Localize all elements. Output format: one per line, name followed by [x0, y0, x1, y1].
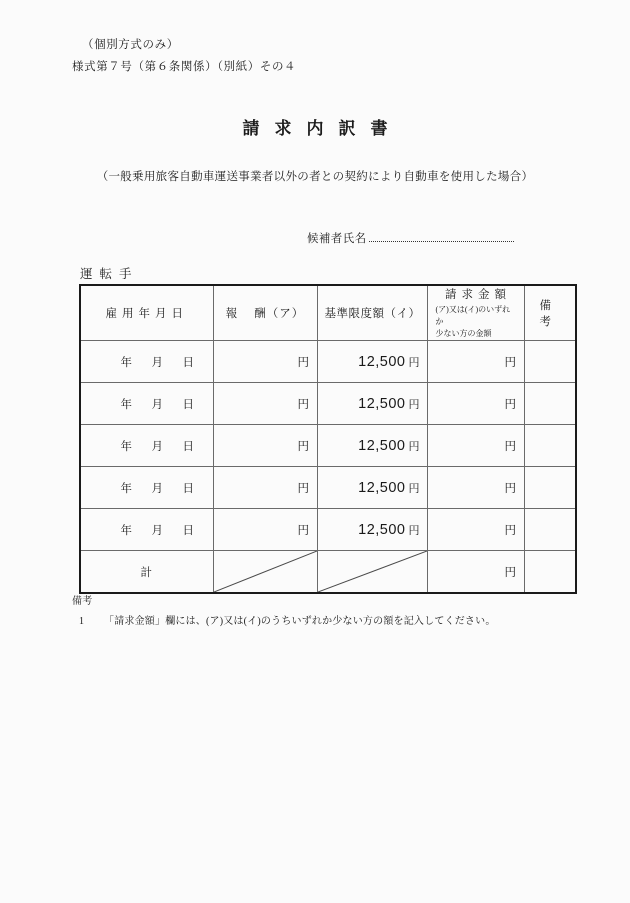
cell-pay-amount[interactable]: 円: [213, 425, 317, 467]
header-label-note: 備考: [539, 300, 560, 328]
limit-amount-value: 12,500: [358, 479, 406, 496]
table-row: [80, 467, 576, 509]
cell-claim-amount[interactable]: 円: [427, 341, 524, 383]
notes-heading: 備考: [72, 596, 93, 607]
claim-breakdown-table: [79, 284, 577, 594]
cell-total-label: 計: [80, 551, 213, 594]
table-row: [80, 341, 576, 383]
date-year: 年: [120, 398, 133, 411]
date-day: 日: [182, 398, 195, 411]
candidate-name-label: 候補者氏名: [307, 233, 367, 245]
claim-breakdown-table-wrap: [79, 284, 575, 594]
limit-amount-unit: 円: [408, 356, 420, 369]
date-month: 月: [151, 356, 164, 369]
cell-pay-amount[interactable]: 円: [213, 383, 317, 425]
header-label-limit: 基準限度額（イ）: [324, 308, 421, 320]
candidate-name-input[interactable]: [369, 230, 514, 242]
cell-claim-amount[interactable]: 円: [427, 467, 524, 509]
header-cell-limit: [317, 285, 427, 341]
table-total-row: [80, 551, 576, 594]
cell-pay-amount[interactable]: 円: [213, 341, 317, 383]
cell-employment-date[interactable]: [80, 383, 213, 425]
header-label-date: 雇用年月日: [105, 308, 188, 320]
cell-employment-date[interactable]: [80, 467, 213, 509]
cell-limit-amount: [317, 383, 427, 425]
note-number: 1: [79, 616, 85, 627]
cell-pay-amount[interactable]: 円: [213, 467, 317, 509]
limit-amount-unit: 円: [408, 524, 420, 537]
header-label-claim: 請求金額: [445, 289, 511, 301]
date-day: 日: [182, 356, 195, 369]
date-day: 日: [182, 482, 195, 495]
cell-total-limit-struck: [317, 551, 427, 594]
date-month: 月: [151, 398, 164, 411]
limit-amount-value: 12,500: [358, 353, 406, 370]
table-row: [80, 425, 576, 467]
limit-amount-value: 12,500: [358, 521, 406, 538]
cell-claim-amount[interactable]: 円: [427, 425, 524, 467]
header-label-pay: 報 酬（ア）: [225, 308, 305, 320]
form-number: 様式第７号（第６条関係）（別紙）その４: [72, 61, 297, 73]
form-meta-line-1: （個別方式のみ）: [82, 39, 179, 51]
limit-amount-value: 12,500: [358, 395, 406, 412]
cell-limit-amount: [317, 425, 427, 467]
cell-total-claim[interactable]: 円: [427, 551, 524, 594]
date-month: 月: [151, 482, 164, 495]
header-cell-claim: [427, 285, 524, 341]
diagonal-strike-icon: [214, 551, 317, 592]
date-month: 月: [151, 440, 164, 453]
cell-remarks[interactable]: [524, 467, 576, 509]
cell-claim-amount[interactable]: 円: [427, 383, 524, 425]
cell-claim-amount[interactable]: 円: [427, 509, 524, 551]
table-row: [80, 383, 576, 425]
date-day: 日: [182, 524, 195, 537]
diagonal-strike-icon: [318, 551, 427, 592]
date-year: 年: [120, 524, 133, 537]
cell-employment-date[interactable]: [80, 509, 213, 551]
cell-employment-date[interactable]: [80, 341, 213, 383]
cell-employment-date[interactable]: [80, 425, 213, 467]
cell-pay-amount[interactable]: 円: [213, 509, 317, 551]
date-month: 月: [151, 524, 164, 537]
date-year: 年: [120, 440, 133, 453]
note-item: [72, 612, 496, 632]
cell-limit-amount: [317, 341, 427, 383]
header-note-claim-2: 少ない方の金額: [435, 329, 492, 338]
notes-block: [72, 592, 496, 632]
header-cell-date: [80, 285, 213, 341]
note-text: 「請求金額」欄には、(ア)又は(イ)のうちいずれか少ない方の額を記入してください。: [104, 616, 496, 627]
date-year: 年: [120, 482, 133, 495]
cell-remarks[interactable]: [524, 383, 576, 425]
cell-total-pay-struck: [213, 551, 317, 594]
cell-remarks[interactable]: [524, 341, 576, 383]
limit-amount-unit: 円: [408, 398, 420, 411]
date-day: 日: [182, 440, 195, 453]
section-label-driver: 運転手: [80, 267, 139, 281]
date-year: 年: [120, 356, 133, 369]
cell-limit-amount: [317, 509, 427, 551]
header-note-claim-1: (ア)又は(イ)のいずれか: [435, 305, 511, 326]
header-cell-pay: [213, 285, 317, 341]
page-subtitle: （一般乗用旅客自動車運送事業者以外の者との契約により自動車を使用した場合）: [96, 171, 534, 183]
table-row: [80, 509, 576, 551]
cell-remarks[interactable]: [524, 509, 576, 551]
candidate-name-field: [307, 230, 514, 246]
cell-total-remarks[interactable]: [524, 551, 576, 594]
limit-amount-value: 12,500: [358, 437, 406, 454]
cell-remarks[interactable]: [524, 425, 576, 467]
table-header-row: [80, 285, 576, 341]
limit-amount-unit: 円: [408, 440, 420, 453]
cell-limit-amount: [317, 467, 427, 509]
limit-amount-unit: 円: [408, 482, 420, 495]
header-cell-note: [524, 285, 576, 341]
page-title: 請求内訳書: [242, 119, 403, 138]
form-meta: [72, 34, 296, 78]
